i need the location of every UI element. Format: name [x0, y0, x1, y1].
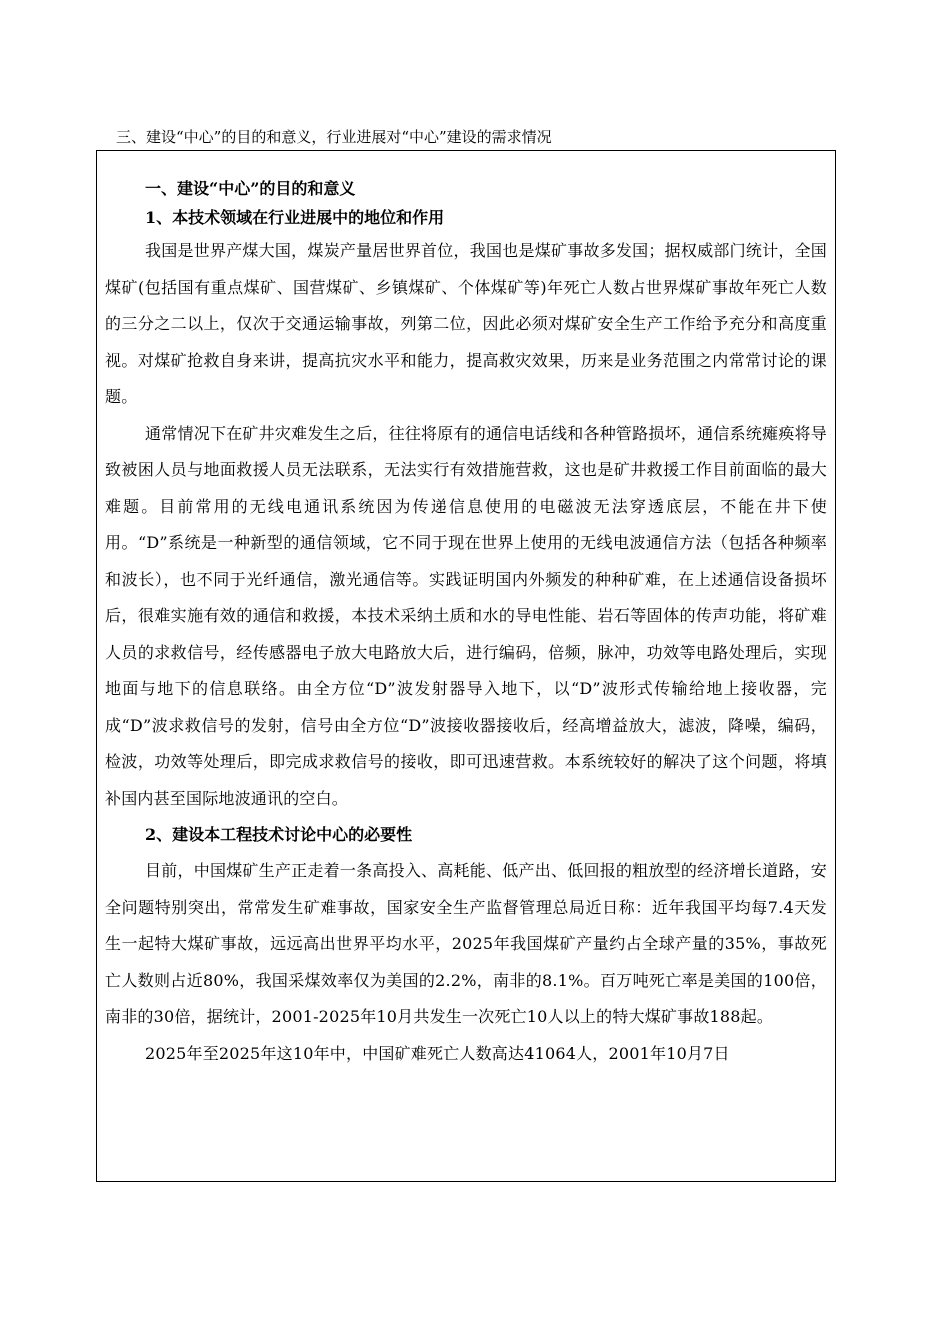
paragraph-2: 通常情况下在矿井灾难发生之后，往往将原有的通信电话线和各种管路损坏，通信系统瘫痪将导致被困人员与地面救援人员无法联系，无法实行有效措施营救，这也是矿井救援工作目前面临的最大难题。目前常用的无线电通讯系统因为传递信息使用的电磁波无法穿透底层，不能在井下使用。“D”系统是一种新型的通信领域，它不同于现在世界上使用的无线电波通信方法（包括各种频率和波长），也不同于光纤通信，激光通信等。实践证明国内外频发的种种矿难，在上述通信设备损坏后，很难实施有效的通信和救援，本技术采纳土质和水的导电性能、岩石等固体的传声功能，将矿难人员的求救信号，经传感器电子放大电路放大后，进行编码，倍频，脉冲，功效等电路处理后，实现地面与地下的信息联络。由全方位“D”波发射器导入地下，以“D”波形式传输给地上接收器，完成“D”波求救信号的发射，信号由全方位“D”波接收器接收后，经高增益放大，滤波，降噪，编码，检波，功效等处理后，即完成求救信号的接收，即可迅速营救。本系统较好的解决了这个问题，将填补国内甚至国际地波通讯的空白。 — [105, 423, 827, 808]
paragraph-4: 2025年至2025年这10年中，中国矿难死亡人数高达41064人，2001年10月7日 — [145, 1043, 730, 1063]
heading-purpose: 一、建设“中心”的目的和意义 — [145, 179, 356, 198]
subheading-status-role: 1、本技术领域在行业进展中的地位和作用 — [145, 208, 445, 227]
section-caption: 三、建设“中心”的目的和意义，行业进展对“中心”建设的需求情况 — [116, 128, 552, 146]
paragraph-1: 我国是世界产煤大国，煤炭产量居世界首位，我国也是煤矿事故多发国；据权威部门统计，全国煤矿(包括国有重点煤矿、国营煤矿、乡镇煤矿、个体煤矿等)年死亡人数占世界煤矿事故年死亡人数的三分之二以上，仅次于交通运输事故，列第二位，因此必须对煤矿安全生产工作给予充分和高度重视。对煤矿抢救自身来讲，提高抗灾水平和能力，提高救灾效果，历来是业务范围之内常常讨论的课题。 — [105, 241, 827, 406]
content-body — [105, 175, 827, 1072]
paragraph-3: 目前，中国煤矿生产正走着一条高投入、高耗能、低产出、低回报的粗放型的经济增长道路，安全问题特别突出，常常发生矿难事故，国家安全生产监督管理总局近日称：近年我国平均每7.4天发生一起特大煤矿事故，远远高出世界平均水平，2025年我国煤矿产量约占全球产量的35%，事故死亡人数则占近80%，我国采煤效率仅为美国的2.2%，南非的8.1%。百万吨死亡率是美国的100倍，南非的30倍，据统计，2001-2025年10月共发生一次死亡10人以上的特大煤矿事故188起。 — [105, 861, 827, 1026]
content-box — [96, 150, 836, 1182]
subheading-necessity: 2、建设本工程技术讨论中心的必要性 — [145, 825, 413, 844]
